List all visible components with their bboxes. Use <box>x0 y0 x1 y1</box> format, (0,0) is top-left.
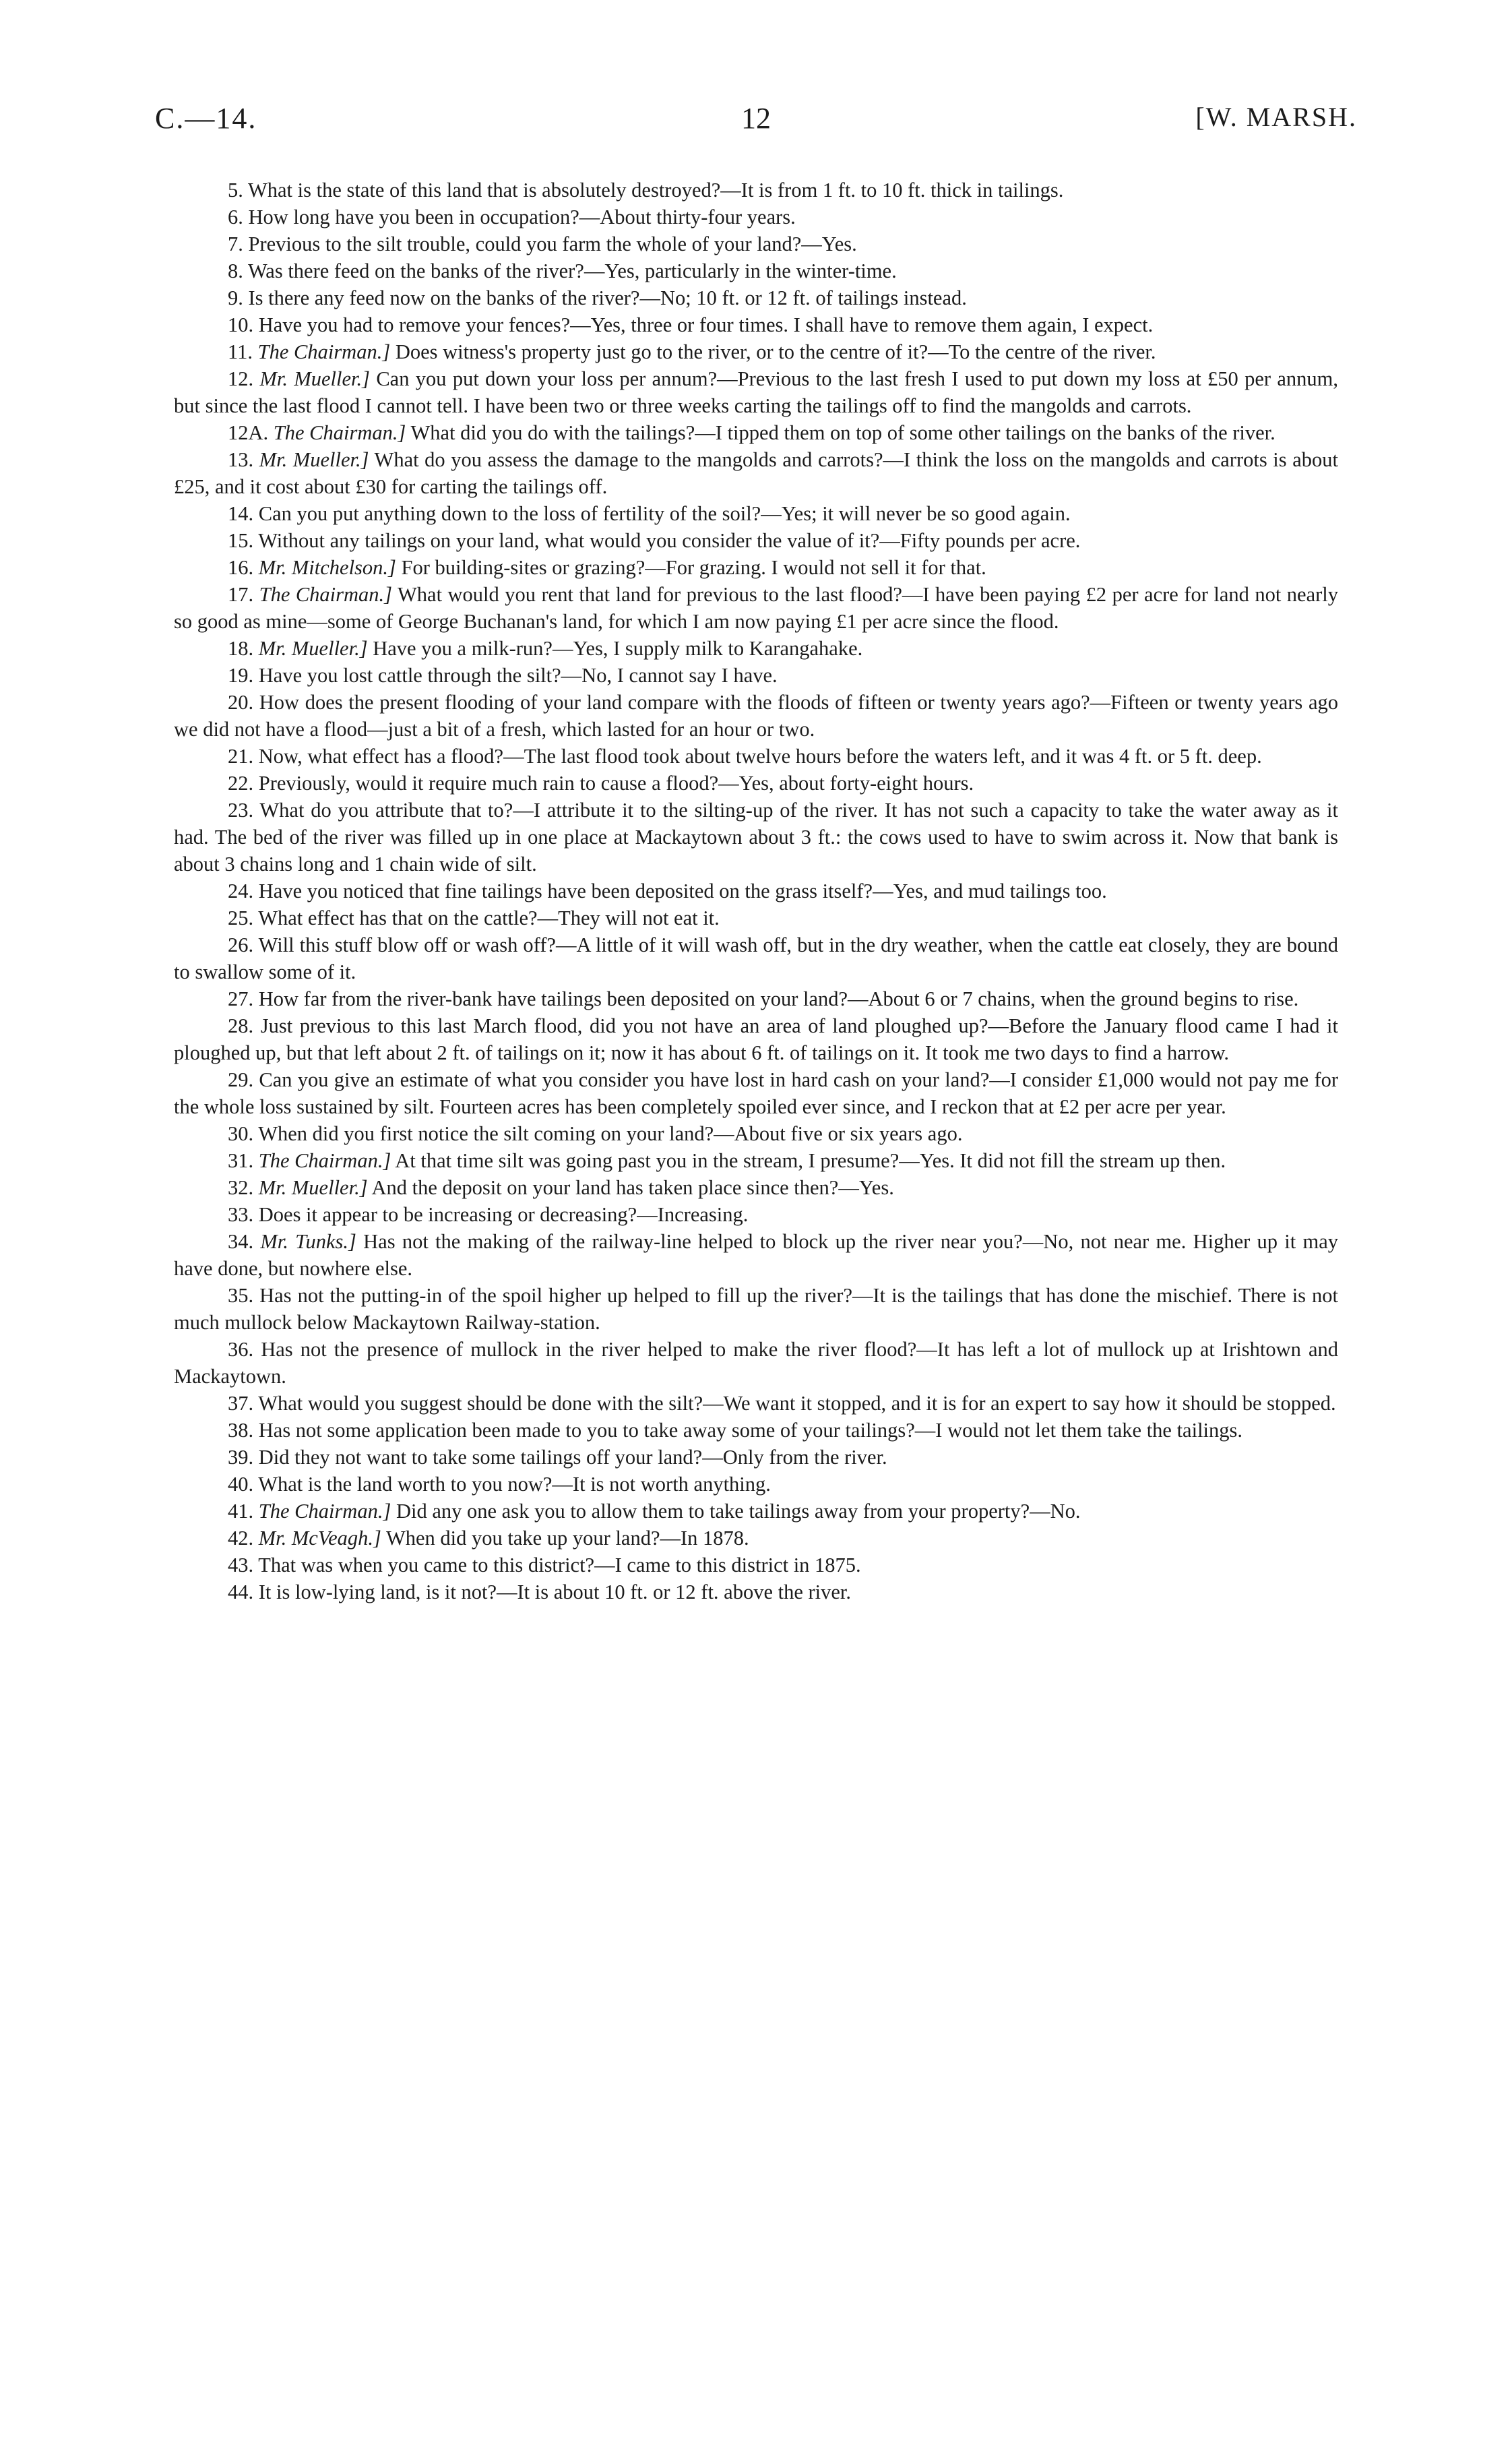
question-text: Does it appear to be increasing or decreasing?—Increasing. <box>258 1203 749 1226</box>
question-number: 9. <box>228 286 243 309</box>
question-number: 26. <box>228 933 254 956</box>
evidence-paragraph <box>174 177 1338 204</box>
speaker-name: Mr. McVeagh.] <box>258 1527 381 1550</box>
speaker-name: Mr. Mueller.] <box>259 367 370 390</box>
evidence-paragraph <box>174 284 1338 311</box>
evidence-paragraph <box>174 1498 1338 1525</box>
evidence-paragraph <box>174 1444 1338 1471</box>
evidence-paragraph <box>174 635 1338 662</box>
report-code: C.—14. <box>155 102 257 135</box>
question-text: Does witness's property just go to the river, or to the centre of it?—To the centre of the river. <box>395 340 1156 363</box>
question-text: Has not the presence of mullock in the river helped to make the river flood?—It has left a lot of mullock up at Irishtown and Mackaytown. <box>174 1338 1338 1388</box>
question-number: 28. <box>228 1014 254 1037</box>
question-number: 19. <box>228 664 254 687</box>
evidence-paragraph <box>174 204 1338 231</box>
question-text: For building-sites or grazing?—For grazing. I would not sell it for that. <box>401 556 986 579</box>
question-text: Without any tailings on your land, what would you consider the value of it?—Fifty pounds per acre. <box>258 529 1081 552</box>
question-number: 24. <box>228 880 254 902</box>
evidence-paragraph <box>174 338 1338 365</box>
speaker-name: The Chairman.] <box>258 1149 391 1172</box>
evidence-paragraph <box>174 581 1338 635</box>
question-text: Is there any feed now on the banks of the river?—No; 10 ft. or 12 ft. of tailings instead. <box>248 286 967 309</box>
evidence-paragraph <box>174 1336 1338 1390</box>
question-text: What did you do with the tailings?—I tipped them on top of some other tailings on the banks of the river. <box>410 421 1275 444</box>
speaker-name: The Chairman.] <box>257 340 391 363</box>
evidence-paragraph <box>174 1012 1338 1066</box>
page-header <box>155 101 1357 142</box>
evidence-paragraph <box>174 419 1338 446</box>
evidence-paragraph <box>174 365 1338 419</box>
evidence-paragraph <box>174 985 1338 1012</box>
question-number: 31. <box>228 1149 254 1172</box>
evidence-paragraph <box>174 1174 1338 1201</box>
question-number: 44. <box>228 1581 254 1603</box>
question-text: Will this stuff blow off or wash off?—A little of it will wash off, but in the dry weather, when the cattle eat closely, they are bound to swallow some of it. <box>174 933 1338 983</box>
question-text: What is the land worth to you now?—It is not worth anything. <box>258 1473 771 1496</box>
question-number: 34. <box>228 1230 254 1253</box>
question-number: 43. <box>228 1554 254 1576</box>
evidence-paragraph <box>174 1552 1338 1579</box>
evidence-paragraph <box>174 743 1338 770</box>
evidence-paragraph <box>174 446 1338 500</box>
question-number: 36. <box>228 1338 254 1361</box>
speaker-name: Mr. Mueller.] <box>258 1176 368 1199</box>
question-text: Has not the putting-in of the spoil higher up helped to fill up the river?—It is the tailings that has done the mischief. There is not much mullock below Mackaytown Railway-station. <box>174 1284 1339 1334</box>
evidence-paragraph <box>174 905 1338 931</box>
witness-name: [W. MARSH. <box>1195 102 1357 132</box>
question-number: 40. <box>228 1473 254 1496</box>
evidence-paragraph <box>174 1066 1338 1120</box>
question-text: Has not some application been made to you to take away some of your tailings?—I would not let them take the tailings. <box>258 1419 1243 1442</box>
question-number: 5. <box>228 179 243 202</box>
question-text: Have you had to remove your fences?—Yes, three or four times. I shall have to remove them again, I expect. <box>258 313 1154 336</box>
question-number: 37. <box>228 1392 254 1415</box>
evidence-paragraph <box>174 1147 1338 1174</box>
question-text: Has not the making of the railway-line helped to block up the river near you?—No, not near me. Higher up it may have done, but nowhere else. <box>174 1230 1339 1280</box>
evidence-paragraph <box>174 500 1338 527</box>
evidence-paragraph <box>174 770 1338 797</box>
question-text: What would you rent that land for previous to the last flood?—I have been paying £2 per acre for land not nearly so good as mine—some of George Buchanan's land, for which I am now paying £1 per acre since the flood. <box>174 583 1338 633</box>
speaker-name: Mr. Mitchelson.] <box>258 556 396 579</box>
question-text: At that time silt was going past you in the stream, I presume?—Yes. It did not fill the stream up then. <box>395 1149 1226 1172</box>
speaker-name: The Chairman.] <box>259 583 393 606</box>
question-text: Did any one ask you to allow them to take tailings away from your property?—No. <box>396 1500 1081 1523</box>
question-number: 41. <box>228 1500 254 1523</box>
evidence-paragraph <box>174 689 1338 743</box>
evidence-paragraph <box>174 231 1338 257</box>
question-number: 39. <box>228 1446 254 1469</box>
question-number: 8. <box>228 259 243 282</box>
question-text: It is low-lying land, is it not?—It is about 10 ft. or 12 ft. above the river. <box>258 1581 852 1603</box>
question-text: When did you first notice the silt coming on your land?—About five or six years ago. <box>258 1122 963 1145</box>
question-number: 30. <box>228 1122 254 1145</box>
evidence-paragraph <box>174 1390 1338 1417</box>
question-number: 23. <box>228 799 254 822</box>
question-number: 10. <box>228 313 254 336</box>
question-number: 16. <box>228 556 254 579</box>
question-text: And the deposit on your land has taken place since then?—Yes. <box>371 1176 894 1199</box>
question-number: 18. <box>228 637 254 660</box>
evidence-paragraph <box>174 931 1338 985</box>
question-number: 15. <box>228 529 254 552</box>
question-number: 20. <box>228 691 254 714</box>
question-number: 11. <box>228 340 253 363</box>
question-number: 6. <box>228 206 243 228</box>
evidence-paragraph <box>174 311 1338 338</box>
evidence-paragraph <box>174 1282 1338 1336</box>
question-text: Have you noticed that fine tailings have been deposited on the grass itself?—Yes, and mud tailings too. <box>258 880 1107 902</box>
evidence-paragraph <box>174 257 1338 284</box>
question-text: What do you assess the damage to the mangolds and carrots?—I think the loss on the mangolds and carrots is about £25, and it cost about £30 for carting the tailings off. <box>174 448 1339 498</box>
question-number: 14. <box>228 502 254 525</box>
question-number: 42. <box>228 1527 254 1550</box>
question-number: 38. <box>228 1419 254 1442</box>
question-number: 17. <box>228 583 254 606</box>
question-text: What would you suggest should be done with the silt?—We want it stopped, and it is for an expert to say how it should be stopped. <box>258 1392 1336 1415</box>
question-text: How does the present flooding of your land compare with the floods of fifteen or twenty years ago?—Fifteen or twenty years ago we did not have a flood—just a bit of a fresh, which lasted for an hour or two. <box>174 691 1338 741</box>
evidence-paragraph <box>174 554 1338 581</box>
question-text: Previous to the silt trouble, could you farm the whole of your land?—Yes. <box>248 233 857 255</box>
question-text: What effect has that on the cattle?—They will not eat it. <box>258 907 720 929</box>
question-number: 35. <box>228 1284 254 1307</box>
question-text: Was there feed on the banks of the river?—Yes, particularly in the winter-time. <box>247 259 897 282</box>
evidence-paragraph <box>174 1579 1338 1605</box>
evidence-paragraph <box>174 1228 1338 1282</box>
evidence-paragraph <box>174 1120 1338 1147</box>
evidence-paragraph <box>174 527 1338 554</box>
speaker-name: The Chairman.] <box>258 1500 391 1523</box>
question-text: What do you attribute that to?—I attribute it to the silting-up of the river. It has not such a capacity to take the water away as it had. The bed of the river was filled up in one place at Mackaytown about 3 ft.: the cows used to have to swim across it. Now that bank is about 3 chains long and 1 chain wide of silt. <box>174 799 1338 876</box>
question-text: Previously, would it require much rain to cause a flood?—Yes, about forty-eight hours. <box>258 772 974 795</box>
speaker-name: Mr. Tunks.] <box>260 1230 356 1253</box>
evidence-paragraph <box>174 662 1338 689</box>
question-text: How far from the river-bank have tailings been deposited on your land?—About 6 or 7 chains, when the ground begins to rise. <box>258 987 1299 1010</box>
question-number: 13. <box>228 448 254 471</box>
question-number: 21. <box>228 745 254 768</box>
question-text: When did you take up your land?—In 1878. <box>385 1527 749 1550</box>
evidence-paragraph <box>174 1525 1338 1552</box>
evidence-body <box>174 177 1338 1605</box>
question-number: 12A. <box>228 421 269 444</box>
speaker-name: Mr. Mueller.] <box>259 448 369 471</box>
question-number: 32. <box>228 1176 254 1199</box>
question-text: How long have you been in occupation?—About thirty-four years. <box>248 206 796 228</box>
question-number: 33. <box>228 1203 254 1226</box>
question-number: 25. <box>228 907 254 929</box>
evidence-paragraph <box>174 878 1338 905</box>
question-number: 29. <box>228 1068 254 1091</box>
question-text: Have you lost cattle through the silt?—No, I cannot say I have. <box>258 664 778 687</box>
question-text: Now, what effect has a flood?—The last flood took about twelve hours before the waters left, and it was 4 ft. or 5 ft. deep. <box>258 745 1262 768</box>
question-text: That was when you came to this district?—I came to this district in 1875. <box>258 1554 861 1576</box>
speaker-name: Mr. Mueller.] <box>258 637 368 660</box>
question-text: Can you put down your loss per annum?—Previous to the last fresh I used to put down my loss at £50 per annum, but since the last flood I cannot tell. I have been two or three weeks carting the tailings off to find the mangolds and carrots. <box>174 367 1339 417</box>
evidence-paragraph <box>174 1471 1338 1498</box>
question-text: Can you give an estimate of what you consider you have lost in hard cash on your land?—I consider £1,000 would not pay me for the whole loss sustained by silt. Fourteen acres has been completely spoiled ever since, and I reckon that at £2 per acre per year. <box>174 1068 1339 1118</box>
question-number: 7. <box>228 233 243 255</box>
question-number: 22. <box>228 772 254 795</box>
page-number: 12 <box>741 102 771 135</box>
question-number: 12. <box>228 367 254 390</box>
question-text: What is the state of this land that is absolutely destroyed?—It is from 1 ft. to 10 ft. thick in tailings. <box>247 179 1064 202</box>
evidence-paragraph <box>174 797 1338 878</box>
question-text: Can you put anything down to the loss of fertility of the soil?—Yes; it will never be so good again. <box>258 502 1071 525</box>
evidence-paragraph <box>174 1417 1338 1444</box>
speaker-name: The Chairman.] <box>273 421 406 444</box>
question-text: Have you a milk-run?—Yes, I supply milk to Karangahake. <box>373 637 863 660</box>
question-text: Did they not want to take some tailings off your land?—Only from the river. <box>258 1446 887 1469</box>
question-number: 27. <box>228 987 254 1010</box>
question-text: Just previous to this last March flood, did you not have an area of land ploughed up?—Before the January flood came I had it ploughed up, but that left about 2 ft. of tailings on it; now it has about 6 ft. of tailings on it. It took me two days to find a harrow. <box>174 1014 1338 1064</box>
evidence-paragraph <box>174 1201 1338 1228</box>
